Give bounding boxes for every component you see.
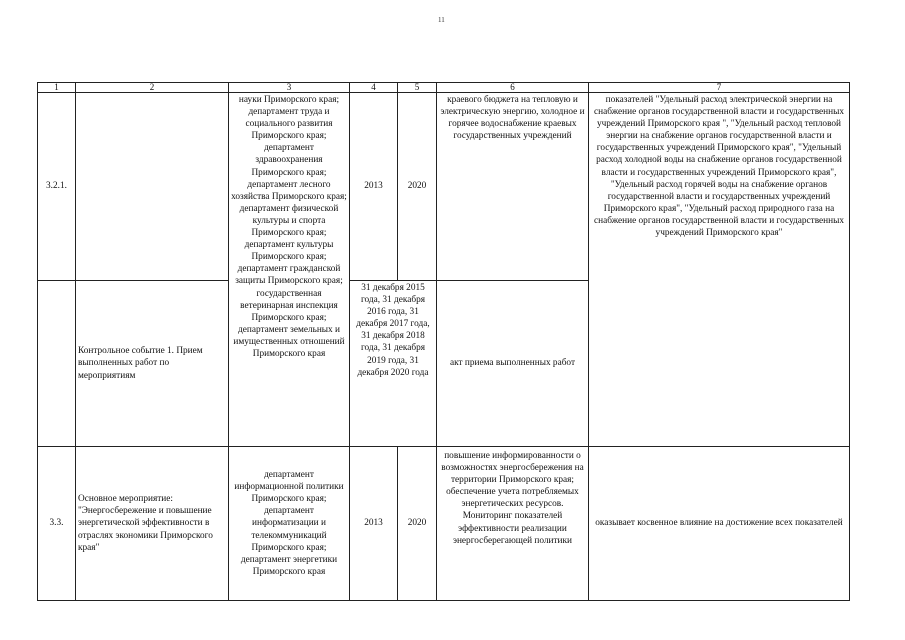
row-number — [38, 281, 76, 447]
column-header-5: 5 — [398, 83, 437, 93]
table-row-3-3 — [38, 447, 850, 601]
executors-cell: науки Приморского края; департамент труда и социального развития Приморского края; департамент здравоохранения Приморского края; департамент лесного хозяйства Приморского края; департамент физической культуры и спорта Приморского края; департамент культуры Приморского края; департамент гражданской защиты Приморского края; государственная ветеринарная инспекция Приморского края; департамент земельных и имущественных отношений Приморского края — [229, 93, 350, 447]
expected-result-cell: повышение информированности о возможностях энергосбережения на территории Приморского края; обеспечение учета потребляемых энергетических ресурсов. Мониторинг показателей эффективности реализации энергосберегающей политики — [437, 447, 589, 601]
row-number: 3.3. — [38, 447, 76, 601]
start-year-cell: 2013 — [350, 93, 398, 281]
control-event-name: Контрольное событие 1. Прием выполненных работ по мероприятиям — [76, 281, 229, 447]
control-event-result: акт приема выполненных работ — [437, 281, 589, 447]
executors-cell: департамент информационной политики Приморского края; департамент информатизации и телекоммуникаций Приморского края; департамент энергетики Приморского края — [229, 447, 350, 601]
program-activities-table — [37, 82, 850, 601]
indicators-cell: оказывает косвенное влияние на достижение всех показателей — [589, 447, 850, 601]
activity-name-cell — [76, 93, 229, 281]
indicators-cell: показателей "Удельный расход электрической энергии на снабжение органов государственной власти и государственных учреждений Приморского края ", "Удельный расход тепловой энергии на снабжение органов государственной власти и государственных учреждений Приморского края", "Удельный расход холодной воды на снабжение органов государственной власти и государственных учреждений Приморского края", "Удельный расход горячей воды на снабжение органов государственной власти и государственных учреждений Приморского края", "Удельный расход природного газа на снабжение органов государственной власти и государственных учреждений Приморского края" — [589, 93, 850, 447]
page-number: 11 — [438, 16, 445, 24]
column-header-7: 7 — [589, 83, 850, 93]
column-header-1: 1 — [38, 83, 76, 93]
column-header-2: 2 — [76, 83, 229, 93]
start-year-cell: 2013 — [350, 447, 398, 601]
activity-name-cell: Основное мероприятие: "Энергосбережение и повышение энергетической эффективности в отраслях экономики Приморского края" — [76, 447, 229, 601]
table-row-3-2-1 — [38, 93, 850, 281]
header-row — [38, 83, 850, 93]
column-header-3: 3 — [229, 83, 350, 93]
expected-result-cell: краевого бюджета на тепловую и электрическую энергию, холодное и горячее водоснабжение краевых государственных учреждений — [437, 93, 589, 281]
column-header-6: 6 — [437, 83, 589, 93]
end-year-cell: 2020 — [398, 93, 437, 281]
row-number: 3.2.1. — [38, 93, 76, 281]
control-event-dates: 31 декабря 2015 года, 31 декабря 2016 года, 31 декабря 2017 года, 31 декабря 2018 года, 31 декабря 2019 года, 31 декабря 2020 года — [350, 281, 437, 447]
end-year-cell: 2020 — [398, 447, 437, 601]
column-header-4: 4 — [350, 83, 398, 93]
